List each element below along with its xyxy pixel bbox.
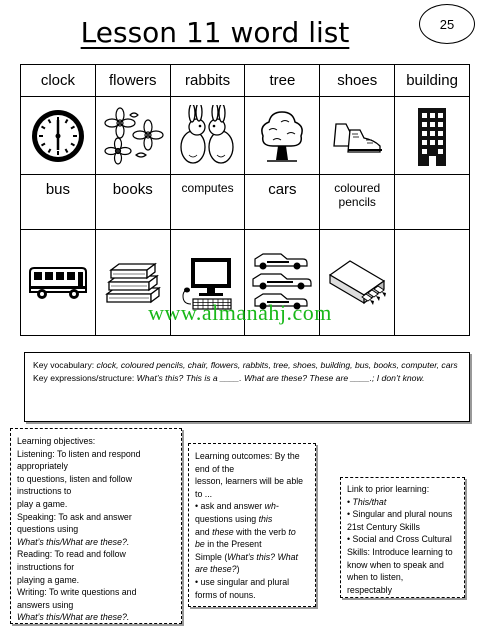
objectives-line-italic: What’s this/What are these?.: [17, 612, 130, 623]
prior-line: • Social and Cross Cultural: [347, 534, 452, 545]
prior-line: respectably: [347, 584, 392, 595]
word-label: books: [95, 175, 170, 230]
objectives-line: answers using: [17, 599, 74, 610]
word-list-table: [20, 64, 470, 336]
key-expressions-tail: ; I don’t know.: [372, 373, 425, 383]
outcomes-line: Learning outcomes: By the: [195, 451, 300, 461]
outcomes-line: end of the: [195, 463, 235, 474]
outcomes-line: are these?): [195, 564, 240, 575]
prior-learning-box: [340, 477, 465, 598]
key-vocabulary-box: [24, 352, 470, 422]
word-label: computes: [170, 175, 245, 230]
page-title: Lesson 11 word list: [80, 16, 350, 49]
prior-line: Skills: Introduce learning to: [347, 546, 453, 557]
objectives-line: Reading: To read and follow: [17, 549, 126, 560]
objectives-line-italic: What’s this/What are these?.: [17, 536, 130, 547]
bus-icon: [26, 264, 90, 302]
word-picture-cell: [245, 97, 320, 175]
word-label: clock: [21, 65, 96, 97]
objectives-line: play a game.: [17, 498, 68, 509]
word-picture-cell: [395, 97, 470, 175]
word-label: bus: [21, 175, 96, 230]
page-number: 25: [439, 16, 455, 32]
outcomes-line: forms of nouns.: [195, 589, 256, 600]
word-label: [395, 175, 470, 230]
outcomes-line: • ask and answer wh-: [195, 501, 279, 512]
key-vocabulary-label: Key vocabulary:: [33, 360, 97, 370]
outcomes-line: lesson, learners will be able: [195, 476, 304, 487]
word-picture-cell: [170, 97, 245, 175]
outcomes-line: Simple (What’s this? What: [195, 551, 298, 562]
word-picture-cell: [21, 97, 96, 175]
objectives-line: to questions, listen and follow: [17, 473, 132, 484]
prior-line: • Singular and plural nouns: [347, 509, 453, 520]
key-expressions-text: What’s this? This is a ____. What are these? These are ____.: [136, 373, 372, 383]
objectives-line: instructions to: [17, 486, 72, 497]
prior-line: know when to speak and: [347, 559, 444, 570]
word-label: tree: [245, 65, 320, 97]
learning-outcomes-box: [188, 443, 316, 607]
word-label: cars: [245, 175, 320, 230]
key-vocabulary-list: clock, coloured pencils, chair, flowers, rabbits, tree, shoes, building, bus, books, computer, cars: [96, 360, 458, 370]
objectives-line: appropriately: [17, 461, 68, 472]
objectives-title: Learning objectives:: [17, 436, 96, 446]
rabbits-icon: [175, 105, 241, 167]
objectives-line: questions using: [17, 524, 79, 535]
word-label-row: [21, 175, 470, 230]
prior-line: when to listen,: [347, 572, 404, 583]
flowers-icon: [100, 107, 166, 165]
objectives-line: instructions for: [17, 561, 75, 572]
shoes-icon: [326, 116, 388, 156]
word-picture-row: [21, 97, 470, 175]
outcomes-line: and these with the verb to: [195, 526, 296, 537]
learning-objectives-box: [10, 428, 182, 624]
word-picture-cell: [320, 97, 395, 175]
building-icon: [412, 104, 452, 168]
word-label: building: [395, 65, 470, 97]
clock-icon: [30, 106, 86, 166]
word-label: coloured pencils: [334, 181, 381, 210]
objectives-line: Speaking: To ask and answer: [17, 511, 132, 522]
outcomes-line: be in the Present: [195, 539, 262, 550]
watermark: www.almanahj.com: [148, 300, 332, 325]
objectives-line: Writing: To write questions and: [17, 587, 137, 598]
prior-line: 21st Century Skills: [347, 521, 420, 532]
prior-line: Link to prior learning:: [347, 484, 430, 494]
key-expressions-label: Key expressions/structure:: [33, 373, 137, 383]
objectives-line: playing a game.: [17, 574, 80, 585]
word-label: rabbits: [170, 65, 245, 97]
outcomes-line: • use singular and plural: [195, 576, 290, 587]
word-label-coloured-pencils: [320, 175, 395, 230]
word-label-row: [21, 65, 470, 97]
outcomes-line: questions using this: [195, 513, 273, 524]
word-label: shoes: [320, 65, 395, 97]
prior-line: • This/that: [347, 496, 387, 507]
tree-icon: [257, 108, 307, 164]
objectives-line: Listening: To listen and respond: [17, 448, 141, 459]
word-label: flowers: [95, 65, 170, 97]
word-picture-cell: [95, 97, 170, 175]
key-expressions: [33, 372, 461, 385]
outcomes-line: to ...: [195, 488, 213, 499]
key-vocabulary: [33, 359, 461, 372]
